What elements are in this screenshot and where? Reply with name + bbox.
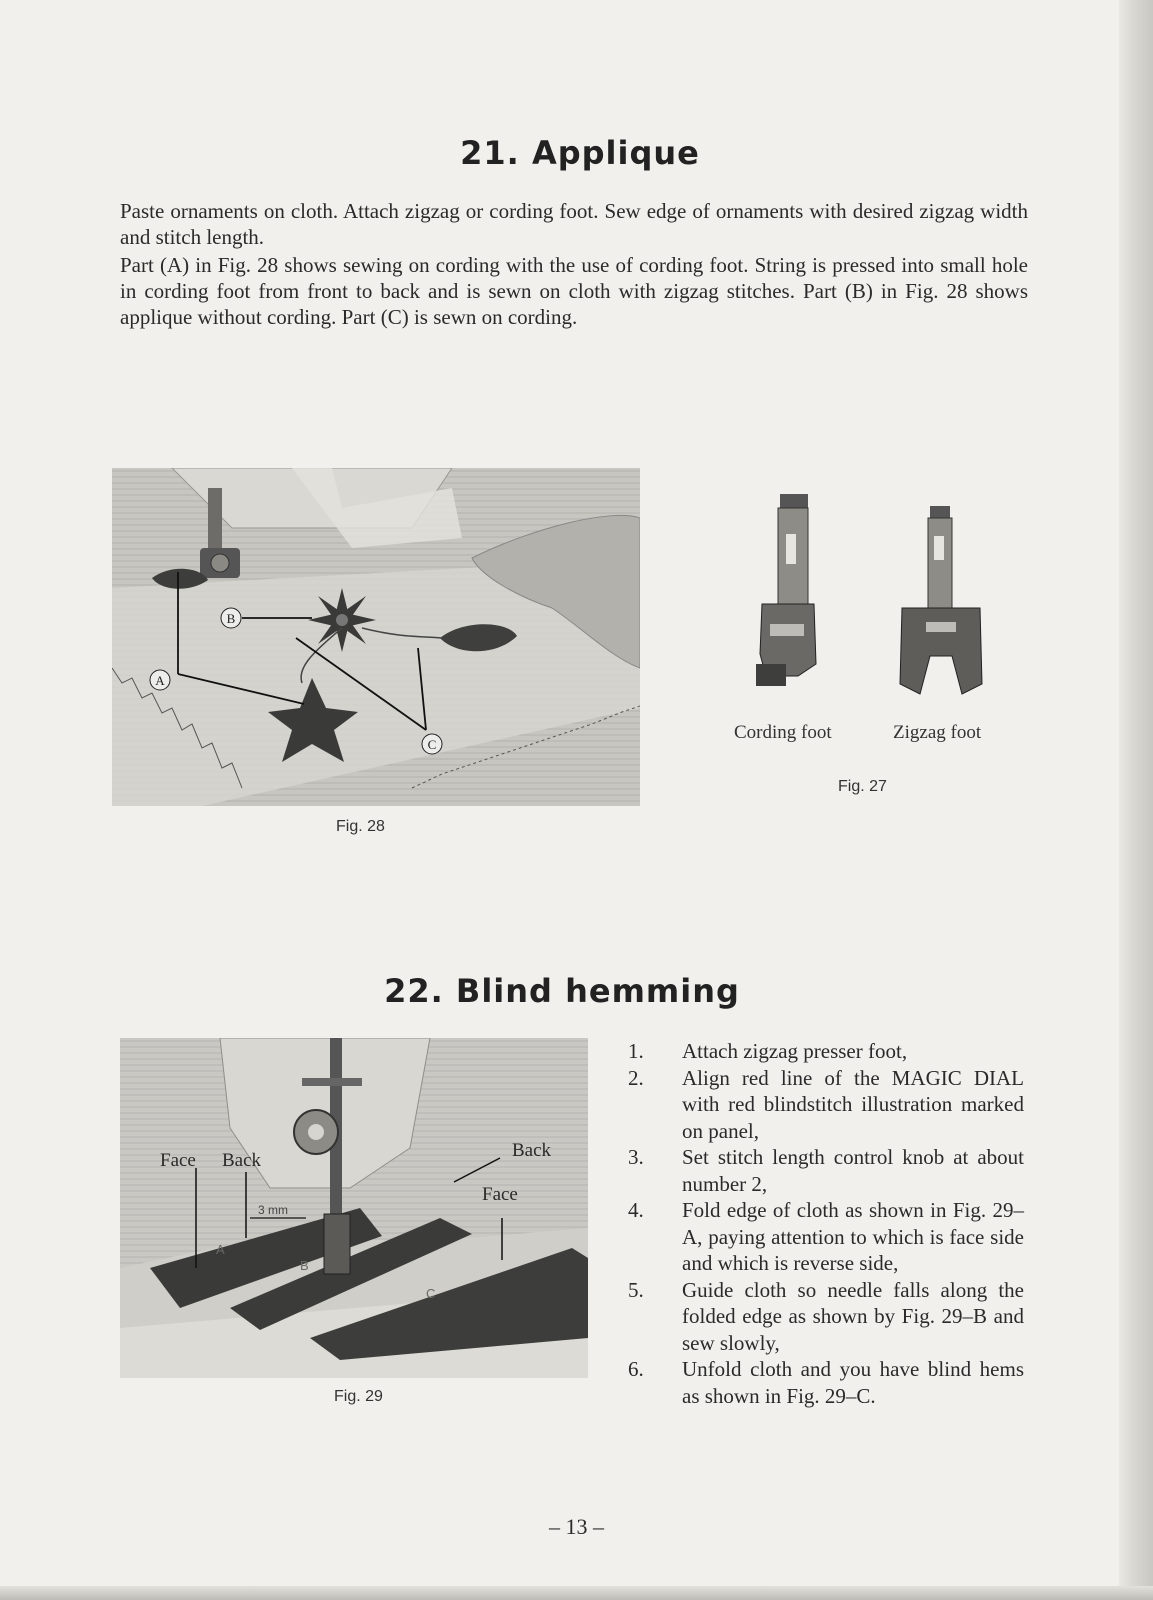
step-number: 1.: [628, 1039, 644, 1063]
cording-foot-label: Cording foot: [734, 722, 832, 743]
zigzag-foot-label: Zigzag foot: [893, 722, 982, 743]
zigzag-foot-image: [896, 506, 986, 698]
step-number: 4.: [628, 1198, 644, 1222]
fig28-label-a: A: [155, 673, 165, 688]
page-number: – 13 –: [549, 1514, 604, 1539]
applique-paragraph-1: Paste ornaments on cloth. Attach zigzag or cording foot. Sew edge of ornaments with desired zigzag width and stitch length.: [120, 199, 1028, 249]
step-text: Attach zigzag presser foot,: [682, 1039, 908, 1063]
fig29-face-right-label: Face: [482, 1184, 518, 1205]
step-item: [628, 1144, 1024, 1197]
step-number: 6.: [628, 1357, 644, 1381]
fig28-caption: Fig. 28: [336, 818, 385, 835]
section-title-applique: 21. Applique: [460, 134, 700, 172]
fig29-measure-label: 3 mm: [258, 1203, 288, 1217]
applique-paragraph-2: Part (A) in Fig. 28 shows sewing on cording with the use of cording foot. String is pressed into small hole in cording foot from front to back and is sewn on cloth with zigzag stitches. Part (B) in Fig. 28 shows applique without cording. Part (C) is sewn on cording.: [120, 253, 1028, 329]
fig29-caption: Fig. 29: [334, 1388, 383, 1405]
fig28-label-c: C: [427, 737, 437, 752]
page-bottom-edge: [0, 1586, 1153, 1600]
step-item: [628, 1038, 1024, 1065]
step-text: Set stitch length control knob at about number 2,: [682, 1145, 1024, 1196]
step-number: 3.: [628, 1145, 644, 1169]
fig28-illustration: [112, 468, 640, 806]
page-edge-shadow: [1119, 0, 1153, 1600]
step-number: 5.: [628, 1277, 644, 1302]
step-text: Unfold cloth and you have blind hems as shown in Fig. 29–C.: [682, 1357, 1024, 1408]
blind-hemming-steps: [628, 1038, 1024, 1409]
fig28-photo: [112, 468, 640, 806]
fig29-back-left-label: Back: [222, 1150, 262, 1171]
step-text: Guide cloth so needle falls along the folded edge as shown by Fig. 29–B and sew slowly,: [682, 1277, 1024, 1355]
fig27-caption: Fig. 27: [838, 778, 887, 795]
fig29-label-c: C: [426, 1286, 436, 1301]
step-item: [628, 1356, 1024, 1409]
step-item: [628, 1065, 1024, 1145]
fig29-face-left-label: Face: [160, 1150, 196, 1171]
step-item: [628, 1277, 1024, 1357]
fig29-photo: [120, 1038, 588, 1378]
step-text: Fold edge of cloth as shown in Fig. 29–A, paying attention to which is face side and which is reverse side,: [682, 1198, 1024, 1275]
section-title-blind-hemming: 22. Blind hemming: [384, 972, 740, 1010]
fig29-back-right-label: Back: [512, 1140, 552, 1161]
fig28-label-b: B: [226, 611, 236, 626]
fig29-label-a: A: [216, 1242, 225, 1257]
fig29-illustration: [120, 1038, 588, 1378]
step-item: [628, 1197, 1024, 1277]
fig29-label-b: B: [300, 1258, 309, 1273]
step-number: 2.: [628, 1065, 644, 1090]
cording-foot-image: [756, 494, 822, 694]
step-text: Align red line of the MAGIC DIAL with red blindstitch illustration marked on panel,: [682, 1065, 1024, 1143]
